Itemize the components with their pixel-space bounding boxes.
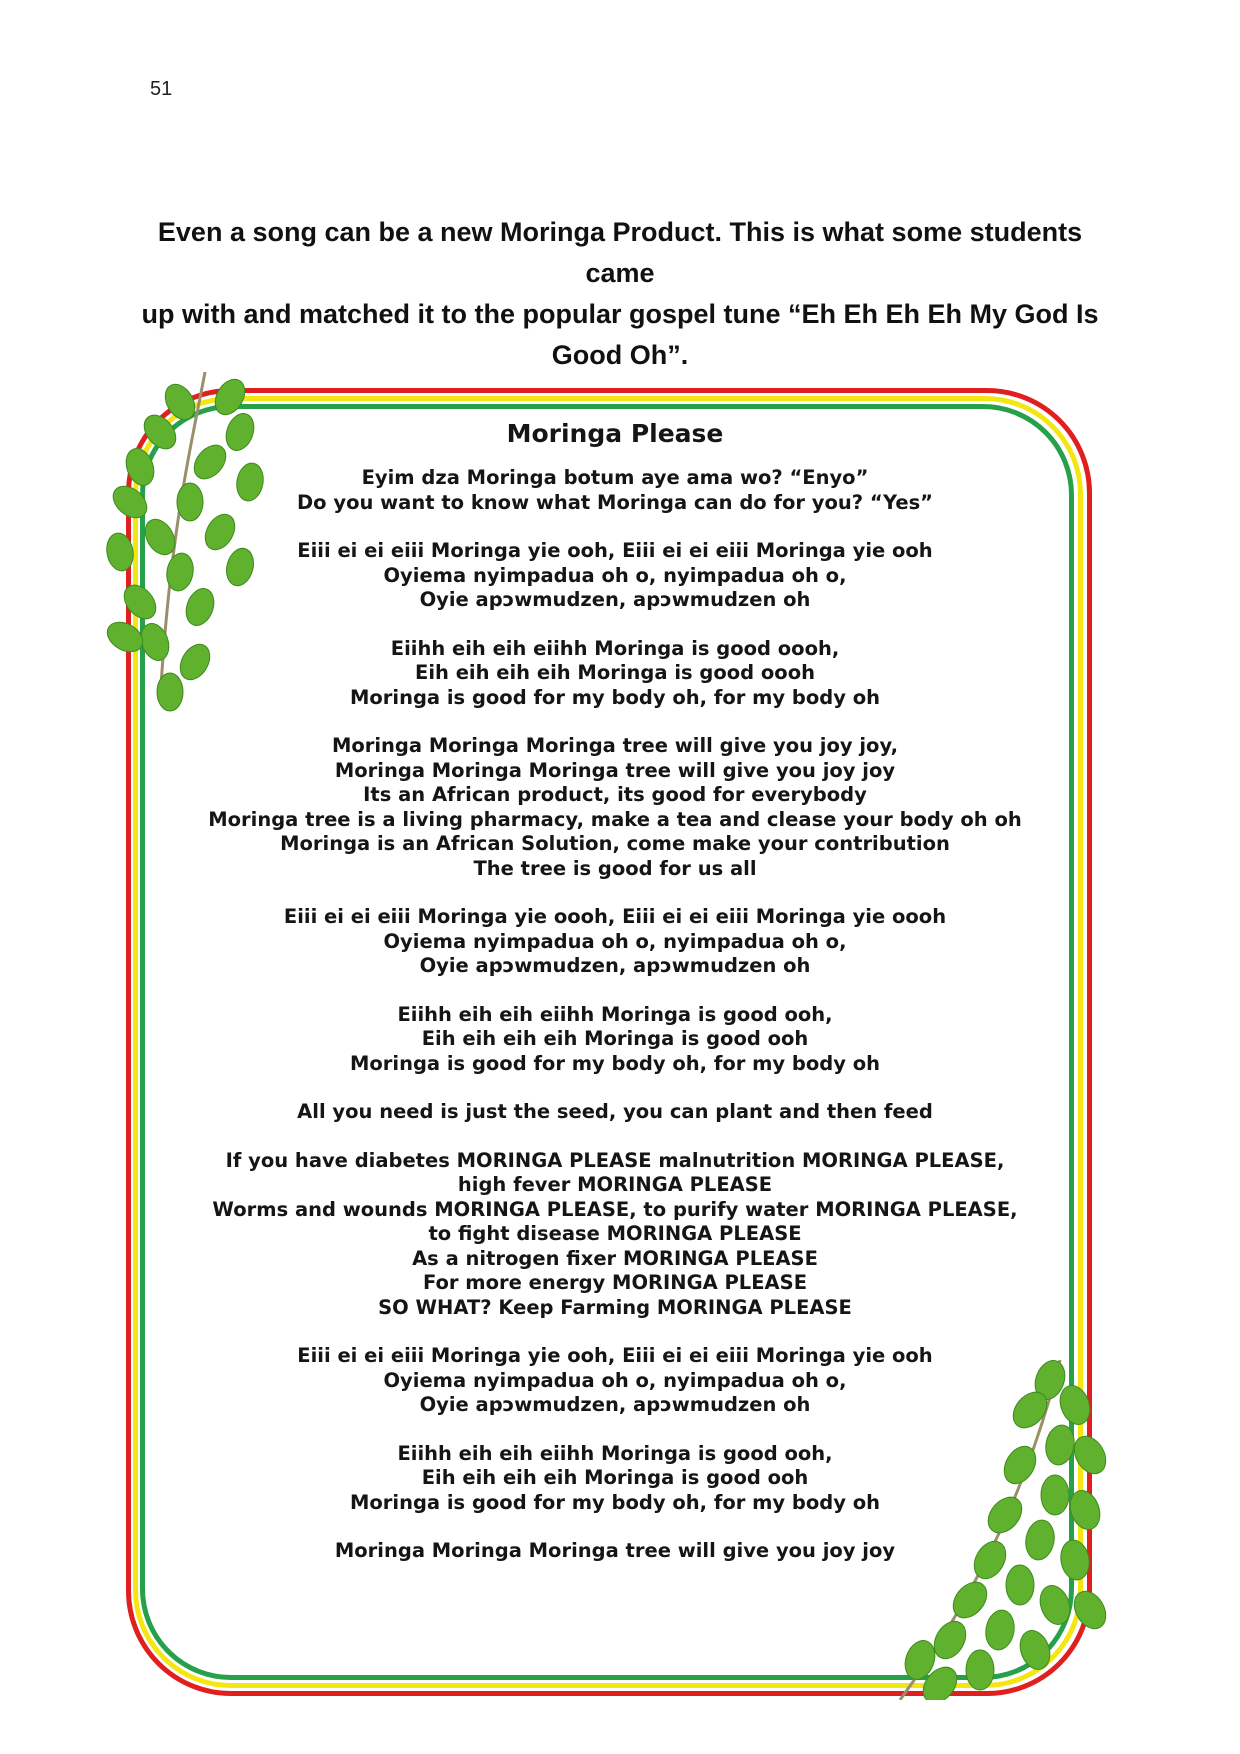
- leaf-icon: [1065, 1486, 1105, 1533]
- poem-title: Moringa Please: [506, 419, 724, 448]
- leaf-icon: [234, 461, 266, 503]
- poem-line: Eiii ei ei eiii Moringa yie ooh, Eiii ei ei eiii Moringa yie ooh: [297, 539, 933, 562]
- poem-line: Moringa is good for my body oh, for my body oh: [349, 1051, 881, 1075]
- moringa-branch-bottom-icon: [860, 1360, 1110, 1700]
- leaf-icon: [1043, 1423, 1078, 1467]
- poem-stanza: [150, 1100, 1080, 1125]
- poem-line: high fever MORINGA PLEASE: [457, 1173, 773, 1196]
- leaf-icon: [1058, 1538, 1093, 1582]
- leaf-icon: [981, 1491, 1028, 1540]
- poem-line: Oyie apɔwmudzen, apɔwmudzen oh: [419, 588, 811, 611]
- poem-line: to fight disease MORINGA PLEASE: [428, 1222, 802, 1245]
- poem-line: As a nitrogen fixer MORINGA PLEASE: [412, 1246, 818, 1270]
- poem-line: The tree is good for us all: [473, 856, 757, 880]
- leaf-icon: [221, 410, 258, 455]
- poem-line: Oyie apɔwmudzen, apɔwmudzen oh: [419, 1393, 811, 1416]
- leaf-icon: [968, 1536, 1012, 1585]
- leaf-icon: [998, 1441, 1042, 1490]
- poem-line: Moringa tree is a living pharmacy, make a tea and clease your body oh oh: [208, 807, 1022, 831]
- leaf-icon: [107, 480, 153, 524]
- poem-line: Eyim dza Moringa botum aye ama wo? “Enyo”: [361, 466, 869, 489]
- poem-line: Eih eih eih eih Moringa is good oooh: [415, 661, 815, 684]
- leaf-icon: [1035, 1581, 1075, 1628]
- poem-line: Moringa Moringa Moringa tree will give you joy joy: [334, 758, 896, 782]
- poem-line: SO WHAT? Keep Farming MORINGA PLEASE: [378, 1295, 852, 1319]
- poem-stanza: [150, 1003, 1080, 1077]
- poem-line: Do you want to know what Moringa can do for you? “Yes”: [297, 490, 933, 514]
- leaf-icon: [223, 545, 258, 588]
- poem-line: Oyiema nyimpadua oh o, nyimpadua oh o,: [383, 929, 847, 953]
- intro-paragraph: [130, 212, 1110, 376]
- leaf-icon: [1023, 1518, 1058, 1562]
- leaf-icon: [966, 1650, 994, 1690]
- leaf-icon: [104, 531, 136, 573]
- leaf-icon: [188, 439, 232, 485]
- leaf-icon: [199, 509, 241, 555]
- poem-line: Oyie apɔwmudzen, apɔwmudzen oh: [419, 954, 811, 977]
- poem-line: Moringa is good for my body oh, for my body oh: [349, 1490, 881, 1514]
- intro-line: Good Oh”.: [551, 340, 689, 370]
- poem-line: Moringa is an African Solution, come make your contribution: [280, 832, 950, 855]
- poem-line: For more energy MORINGA PLEASE: [422, 1271, 808, 1294]
- poem-line: Eiihh eih eih eiihh Moringa is good oooh,: [390, 636, 840, 660]
- leaf-icon: [181, 585, 218, 630]
- leaf-icon: [1006, 1565, 1034, 1605]
- leaf-icon: [177, 483, 203, 521]
- poem-line: Oyiema nyimpadua oh o, nyimpadua oh o,: [383, 1368, 847, 1392]
- poem-line: All you need is just the seed, you can plant and then feed: [297, 1100, 933, 1123]
- leaf-icon: [1015, 1626, 1055, 1673]
- intro-line: up with and matched it to the popular gospel tune “Eh Eh Eh Eh My God Is: [141, 299, 1099, 329]
- leaf-icon: [209, 374, 251, 420]
- poem-line: Eiihh eih eih eiihh Moringa is good ooh,: [397, 1002, 833, 1026]
- poem-line: Moringa is good for my body oh, for my body oh: [349, 685, 881, 709]
- poem-stanza: [150, 734, 1080, 881]
- leaf-icon: [102, 616, 148, 658]
- page-number: 51: [150, 78, 173, 100]
- poem-line: Oyiema nyimpadua oh o, nyimpadua oh o,: [383, 563, 847, 587]
- poem-line: Moringa Moringa Moringa tree will give you joy joy,: [331, 734, 899, 757]
- leaf-icon: [983, 1608, 1018, 1652]
- leaf-icon: [121, 445, 158, 490]
- poem-line: Eih eih eih eih Moringa is good ooh: [421, 1466, 809, 1489]
- poem-line: Eiii ei ei eiii Moringa yie ooh, Eiii ei ei eiii Moringa yie ooh: [297, 1344, 933, 1367]
- leaf-icon: [1068, 1586, 1110, 1635]
- poem-stanza: [150, 905, 1080, 979]
- poem-line: If you have diabetes MORINGA PLEASE malnutrition MORINGA PLEASE,: [225, 1148, 1005, 1172]
- poem-line: Moringa Moringa Moringa tree will give you joy joy: [334, 1539, 896, 1562]
- poem-stanza: [150, 1149, 1080, 1321]
- leaf-icon: [174, 639, 216, 685]
- poem-line: Eih eih eih eih Moringa is good ooh: [421, 1027, 809, 1050]
- poem-line: Eiihh eih eih eiihh Moringa is good ooh,: [397, 1441, 833, 1465]
- poem-line: Its an African product, its good for everybody: [363, 783, 867, 806]
- leaf-icon: [1041, 1475, 1069, 1515]
- leaf-icon: [118, 579, 162, 625]
- intro-line: Even a song can be a new Moringa Product. This is what some students came: [157, 217, 1083, 288]
- leaf-icon: [157, 673, 183, 711]
- moringa-branch-top-icon: [100, 372, 310, 712]
- poem-line: Worms and wounds MORINGA PLEASE, to purify water MORINGA PLEASE,: [212, 1197, 1018, 1221]
- poem-line: Eiii ei ei eiii Moringa yie oooh, Eiii ei ei eiii Moringa yie oooh: [283, 905, 947, 928]
